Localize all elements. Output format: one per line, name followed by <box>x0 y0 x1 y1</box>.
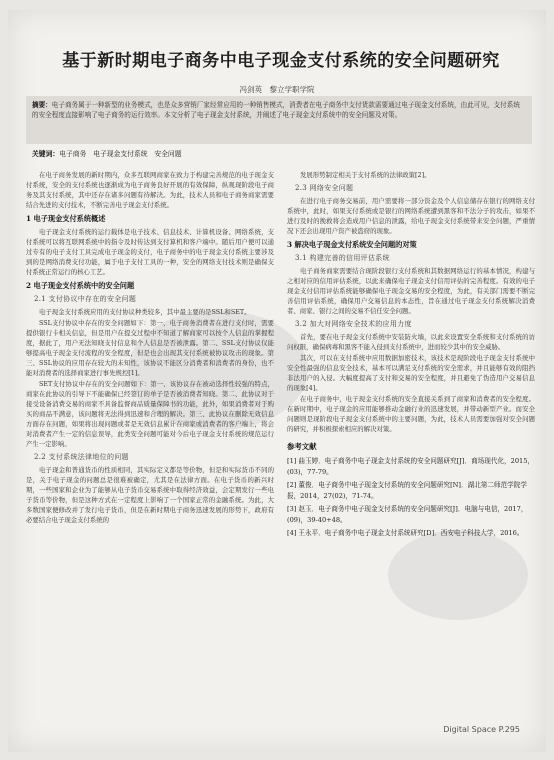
page-footer: Digital Space P.295 <box>443 725 520 734</box>
paragraph: 电子现金支付系统应用的支付协议种类较多，其中最主要的是SSL和SET。 <box>39 308 251 316</box>
abstract-box <box>26 96 532 144</box>
section-heading: 3.1 构建完善的信用评估系统 <box>295 254 390 262</box>
reference-item: [1] 曲玉婷．电子商务中电子现金支付系统的安全问题研究[J]．商场现代化，2015，(03)，77-79。 <box>287 457 535 476</box>
paragraph: 电子现金支付系统的运行载体是电子技术、信息技术、计算机设备、网络系统，支付系统可以将互联网系统中的指令及时传达到支付算机和客户端中。随后用户便可以通过专有的电子支付工具完成电子现金的支付，电子商务中的电子现金支付系统主要涉及到的是网络消费支付功能，属于电子支付工具的一种，安全的网络支付技术则是确保支付系统正常运行的核心工艺。 <box>26 228 274 276</box>
paragraph: 在进行电子商务交易前，用户需要将一部分资金及个人信息储存在银行的网络支付系统中，此时，如果支付系统或是银行的网络系统遭到黑客和不法分子的攻击，如果不进行及时的挽救将会造成用户信息的泄露，给电子现金支付系统带来安全问题，严重情况下还会出现用户资产被盗窃的现象。 <box>287 197 535 235</box>
journal-page <box>8 10 546 752</box>
paragraph: 在电子商务发展的新时期内，众多互联网商家在致力于构建完善规范的电子现金支付系统，安全的支付系统也逐渐成为电子商务良好开展的有效保障，纵观现阶段电子商务及其支付系统，其中还存在诸多问题有待解决。为此，技术人员和电子商务商家需要结合先进的支付技术，不断完善电子现金支付系统。 <box>26 171 274 209</box>
paragraph: SSL支付协议中存在的安全问题如下：第一、电子商务消费者在进行支付时，需要提供银行卡相关信息，但是用户在提交过程中不知道了解商家可以按个人信息的掌握程度，据此了，用户无法知晓支付信息和个人信息是否被泄露。第二、SSL支付协议仅能够提高电子现金支付流程的安全程度，但是也会出现其支付系统被协议攻击的现象。第三、SSL协议的应用存在较大的未知性，该协议不能区分消费者和消费者的身份，也不能对消费者的选择商家进行事先规控[1]。 <box>26 319 274 377</box>
paragraph: 发展形势制定相关于支付系统的法律政策[2]。 <box>300 171 431 179</box>
author-line: 冯剑英 黎立学职学院 <box>239 85 315 94</box>
paragraph: SET支付协议中存在的安全问题如下：第一、该协议存在被动选择性较强的特点，商家在此协议的引导下不能确保已经签订的单子是否被消费者知晓。第二、此协议对于接受设备消费交易的商家不具备监督商品质量保障书的功能，此外，如果消费者对于购买的商品不满意，该问题将无法得到迅速和合理的解决。第三、此协议在删除无效信息方面存在问题，如果将出现问题或者是无效信息累计在商家或消费者的客户端上，将会对消费者产生一定的信息误导，此类安全问题可能对今后电子现金支付系统的规范运行产生一定影响。 <box>26 380 274 448</box>
reference-item: [3] 赵玉．电子商务中电子现金支付系统的安全问题研究[J]．电脑与电信，2017，(09)，39-40+48。 <box>287 505 528 524</box>
left-column <box>26 170 274 526</box>
keywords-label: 关键词： <box>32 150 60 158</box>
references-list <box>287 456 535 539</box>
right-column <box>287 170 535 541</box>
paragraph: 电子商务商家需要结合现阶段银行支付系统和其数据网络运行的基本情况，构建与之相对应的信用评估系统，以此来确保电子现金支付信用评估的完善程度。有效的电子现金支付信用评估系统能够确保电子现金交易的安全程度，为此，有关部门需要不断完善信用评估系统，确保用户交易信息的本态性，旨在通过电子现金支付系统解决消费者、商家、银行之间的交易不信任安全问题。 <box>287 267 535 315</box>
section-heading: 2.1 支付协议中存在的安全问题 <box>34 295 137 303</box>
section-heading: 3 解决电子现金支付系统安全问题的对策 <box>287 240 417 249</box>
keywords-text: 电子商务 电子现金支付系统 安全问题 <box>59 150 182 158</box>
paragraph: 在电子商务中，电子现金支付系统的安全直接关系到了商家和消费者的安全程度。在新时期中，电子现金的应用能够推动金融行业的迅速发展，并带动新型产业。而安全问题则是现阶段电子现金支付系统中的主要问题，为此，技术人员需要加强对安全问题的研究，并积极探索相应的解决对策。 <box>287 395 535 433</box>
section-heading: 2 电子现金支付系统中的安全问题 <box>26 281 135 290</box>
paragraph: 其次，可以在支付系统中应用数据加密技术，该技术是现阶段电子现金支付系统中安全性最强的信息安全技术，基本可以满足支付系统的安全需求，并且能够有效的阻挡非法用户的入侵。大幅度提高了支付和交易的安全程度，并且避免了伪造用户交易信息的现象[4]。 <box>287 354 535 392</box>
paragraph: 电子现金和普通货币的性质相同，其实际定义都是等价物，但是和实际货币不同的是，关于电子现金的问题总是很难被确定，尤其是在法律方面。在电子货币的新兴时期，一些国家和企业为了能够从电子货币交易系统中取得经济效益，会定期发行一些电子货币等价物，但是这种方式在一定程度上影响了一个国家正常的金融系统。为此，大多数国家便修改并了发行电子货币，但是在新时期电子商务迅速发展的形势下，政府有必要结合电子现金支付系统的 <box>26 466 274 524</box>
scan-smudge <box>388 530 528 620</box>
abstract-label: 摘要： <box>32 101 52 109</box>
paragraph: 首先，要在电子现金支付系统中安装防火墙，以此来设置安全系统和支付系统的访问权限，确保病毒和黑客不能入侵到支付系统中，进而较少其中的安全威胁。 <box>287 333 535 351</box>
references-heading: 参考文献 <box>287 442 317 451</box>
section-heading: 3.2 加大对网络安全技术的应用力度 <box>295 320 412 328</box>
article-title: 基于新时期电子商务中电子现金支付系统的安全问题研究 <box>62 51 500 71</box>
keywords <box>32 148 532 158</box>
section-heading: 1 电子现金支付系统概述 <box>26 214 106 223</box>
reference-item: [4] 王永平．电子商务中电子现金支付系统研究[D]．西安电子科技大学，2016。 <box>287 529 524 537</box>
abstract-text: 电子商务属于一种新型的业务模式，也是众多营销厂家经常应用的一种销售模式，消费者在电子商务中支付货款需要通过电子现金支付系统，由此可见，支付系统的安全程度直接影响了电子商务的运行效率。本文分析了电子现金支付系统，并阐述了电子现金支付系统中的安全问题及对策。 <box>32 101 520 119</box>
right-column-body <box>287 170 535 434</box>
section-heading: 2.2 支付系统法律地位的问题 <box>34 453 129 461</box>
reference-item: [2] 董俊．电子商务中电子现金支付系统的安全问题研究[N]．湖北第二师范学院学报，2014，27(02)，71-74。 <box>287 481 527 500</box>
section-heading: 2.3 网络安全问题 <box>295 184 354 192</box>
